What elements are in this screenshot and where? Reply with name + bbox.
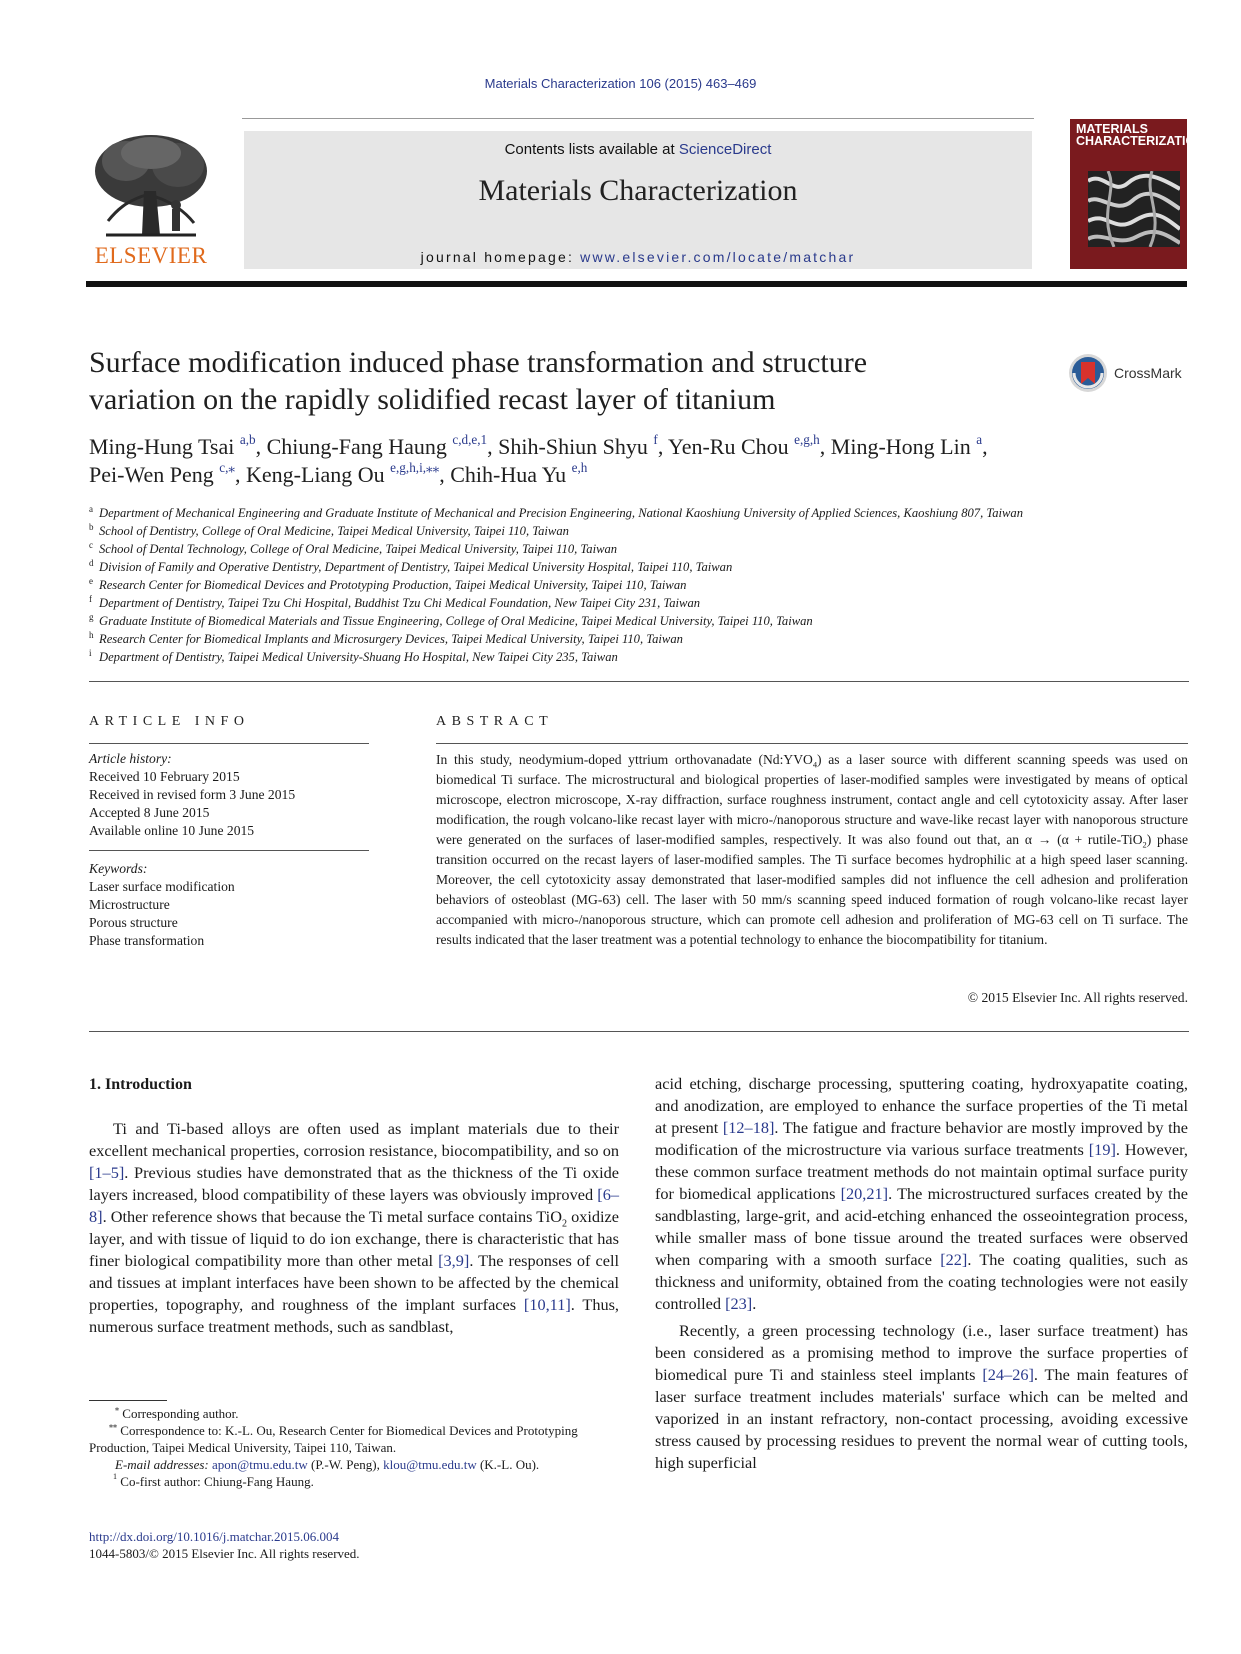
email-owner: (P.-W. Peng), — [307, 1457, 384, 1472]
keywords-rule — [89, 850, 369, 851]
author-name[interactable]: Ming-Hong Lin — [830, 434, 971, 459]
cover-micrograph-icon — [1088, 171, 1180, 247]
body-text: Recently, a green processing technology (i.e., laser surface treatment) has been considered as a promising method to improve the surface properties of biomedical pure Ti and stainless steel implants — [655, 1321, 1188, 1384]
affiliation-item: g Graduate Institute of Biomedical Materials and Tissue Engineering, College of Oral Medicine, Taipei Medical University, Taipei 110, Taiwan — [89, 611, 813, 628]
email-link[interactable]: apon@tmu.edu.tw — [212, 1457, 308, 1472]
elsevier-logo[interactable] — [86, 131, 216, 269]
affiliation-text: Research Center for Biomedical Devices and Prototyping Production, Taipei Medical University, Taipei 110, Taiwan — [99, 578, 687, 592]
footnote-text: Corresponding author. — [122, 1406, 239, 1421]
cover-title: MATERIALS CHARACTERIZATION — [1076, 122, 1205, 148]
keyword-item: Microstructure — [89, 897, 170, 912]
homepage-line — [244, 249, 1032, 265]
author-name[interactable]: Chiung-Fang Haung — [266, 434, 447, 459]
journal-banner — [244, 131, 1032, 269]
author-affil-sup[interactable]: a — [976, 431, 983, 447]
abstract-subscript: 4 — [812, 759, 818, 770]
citation-link[interactable]: [22] — [940, 1250, 968, 1269]
author-affil-sup[interactable]: e,g,h,i,⁎⁎ — [390, 459, 440, 475]
body-text: . However, these common surface treatment methods do not maintain optimal surface purity for biomedical applications — [655, 1140, 1188, 1203]
body-text: . The fatigue and fracture behavior are mostly improved by the modification of the microstructure via various surface treatments — [655, 1118, 1189, 1159]
subscript: 2 — [561, 1218, 567, 1230]
footnote-rule — [89, 1400, 167, 1401]
body-text: Ti and Ti-based alloys are often used as implant materials due to their excellent mechanical properties, corrosion resistance, biocompatibility, and so on — [89, 1119, 619, 1160]
body-text: oxidize layer, and with tissue of liquid to do ion exchange, there is characteristic that has finer biological compatibility more than other metal — [89, 1207, 619, 1270]
doi-link[interactable]: http://dx.doi.org/10.1016/j.matchar.2015.06.004 — [89, 1529, 339, 1544]
affiliation-item: d Division of Family and Operative Dentistry, Department of Dentistry, Taipei Medical University Hospital, Taipei 110, Taiwan — [89, 557, 733, 574]
section-divider — [89, 1031, 1189, 1032]
author-affil-sup[interactable]: c,d,e,1 — [452, 431, 488, 447]
body-text: . Other reference shows that because the Ti metal surface contains TiO — [102, 1207, 562, 1226]
journal-name: Materials Characterization — [478, 174, 798, 207]
citation-link[interactable]: [10,11] — [523, 1295, 571, 1314]
citation-link[interactable]: [20,21] — [840, 1184, 889, 1203]
affiliation-item: c School of Dental Technology, College of Oral Medicine, Taipei Medical University, Taipei 110, Taiwan — [89, 539, 618, 556]
section-divider — [89, 681, 1189, 682]
article-info — [89, 750, 369, 950]
author-name[interactable]: Chih-Hua Yu — [450, 462, 567, 487]
author-line-1: Ming-Hung Tsai $^{a,b}$, Chiung-Fang Haung $^{c,d,e,1}$, Shih-Shiun Shyu $^f$, Yen-Ru Chou $^{e,g,h}$, Ming-Hong Lin $^a$, — [89, 431, 988, 459]
citation-link[interactable]: [19] — [1088, 1140, 1116, 1159]
affiliation-text: School of Dental Technology, College of Oral Medicine, Taipei Medical University, Taipei 110, Taiwan — [99, 542, 618, 556]
article-info-heading: ARTICLE INFO — [89, 714, 250, 729]
author-name[interactable]: Pei-Wen Peng — [89, 462, 214, 487]
citation-link[interactable]: [12–18] — [722, 1118, 775, 1137]
email-link[interactable]: klou@tmu.edu.tw — [383, 1457, 477, 1472]
accepted-date: Accepted 8 June 2015 — [89, 805, 210, 820]
author-affil-sup[interactable]: e,g,h — [794, 431, 820, 447]
email-label: E-mail addresses: — [115, 1457, 213, 1472]
body-text: acid etching, discharge processing, sputtering coating, hydroxyapatite coating, and anodization, are employed to enhance the surface properties of the Ti metal at present — [655, 1074, 1188, 1137]
affiliation-text: Department of Dentistry, Taipei Tzu Chi Hospital, Buddhist Tzu Chi Medical Foundation, New Taipei City 231, Taiwan — [99, 596, 701, 610]
issn-line: 1044-5803/© 2015 Elsevier Inc. All rights reserved. — [89, 1546, 360, 1561]
affiliation-item: i Department of Dentistry, Taipei Medical University-Shuang Ho Hospital, New Taipei City 235, Taiwan — [89, 647, 618, 664]
crossmark-label: CrossMark — [1114, 365, 1182, 381]
body-text: . — [752, 1294, 757, 1313]
affiliation-list — [89, 504, 1189, 666]
revised-date: Received in revised form 3 June 2015 — [89, 787, 296, 802]
abstract-text-2: ) as a laser source with different scanning speeds was used on biomedical Ti surface. The microstructural and biological properties of laser-modified samples were investigated by means of optical microscope, electron microscope, X-ray diffraction, surface roughness instrument, contact angle and cell cytotoxicity assay. After laser modification, the rough volcano-like recast layer with micro-/nanoporous structure and wave-like recast layer with nanoporous structure were generated on the surfaces of laser-modified samples, respectively. It was also found out that, an α → (α + rutile-TiO — [436, 752, 1188, 847]
footnote-item — [89, 1405, 619, 1422]
body-text: . Thus, numerous surface treatment methods, such as sandblast, — [89, 1295, 620, 1336]
keyword-item: Porous structure — [89, 915, 178, 930]
paragraph — [655, 1073, 1188, 1315]
intro-heading: 1. Introduction — [89, 1076, 192, 1093]
header-thick-rule — [86, 281, 1187, 287]
footnote-item — [89, 1422, 619, 1456]
author-line-2: Pei-Wen Peng $^{c,⁎}$, Keng-Liang Ou $^{e,g,h,i,⁎⁎}$, Chih-Hua Yu $^{e,h}$ — [89, 459, 588, 487]
sciencedirect-link[interactable]: ScienceDirect — [678, 141, 772, 158]
affiliation-text: Department of Dentistry, Taipei Medical University-Shuang Ho Hospital, New Taipei City 235, Taiwan — [99, 650, 618, 664]
author-list — [89, 433, 1189, 489]
author-name[interactable]: Yen-Ru Chou — [668, 434, 789, 459]
abstract-heading: ABSTRACT — [436, 714, 554, 729]
author-name[interactable]: Shih-Shiun Shyu — [498, 434, 648, 459]
author-affil-sup[interactable]: e,h — [571, 459, 588, 475]
abstract-rule — [436, 743, 1188, 744]
elsevier-tree-icon — [86, 131, 216, 241]
title-line-2: variation on the rapidly solidified recast layer of titanium — [89, 383, 776, 416]
history-label: Article history: — [89, 751, 172, 766]
author-affil-sup[interactable]: c,⁎ — [219, 459, 235, 475]
citation-link[interactable]: [6–8] — [89, 1185, 619, 1226]
body-text: . Previous studies have demonstrated that as the thickness of the Ti oxide layers increased, blood compatibility of these layers was obviously improved — [89, 1163, 619, 1204]
contents-prefix: Contents lists available at — [504, 141, 679, 158]
paragraph — [655, 1320, 1188, 1474]
doi-block — [89, 1528, 360, 1562]
crossmark-badge[interactable] — [1068, 353, 1188, 393]
title-line-1: Surface modification induced phase transformation and structure — [89, 346, 868, 379]
abstract-text-3: ) phase transition occurred on the recast layers of laser-modified samples. The Ti surface becomes hydrophilic at a high speed laser scanning. Moreover, the cell cytotoxicity assay demonstrated that laser-modified samples did not influence the cell adhesion and proliferation behaviors of osteoblast (MG-63) cell. The laser with 50 mm/s scanning speed induced formation of rough volcano-like recast layer accompanied with micro-/nanoporous structure, which can promote cell adhesion and proliferation of MG-63 cell on Ti surface. The results indicated that the laser treatment was a potential technology to enhance the biocompatibility for titanium. — [436, 832, 1188, 947]
abstract-body — [436, 750, 1188, 950]
contents-line — [244, 141, 1032, 158]
crossmark-icon — [1068, 353, 1108, 393]
journal-cover-image[interactable] — [1070, 119, 1205, 269]
author-name[interactable]: Ming-Hung Tsai — [89, 434, 235, 459]
body-text: . The responses of cell and tissues at implant interfaces have been shown to be affected by the chemical properties, topography, and roughness of the implant surfaces — [89, 1251, 619, 1314]
body-text: . The microstructured surfaces created by the sandblasting, large-grit, and acid-etching enhanced the osseointegration process, while smaller mass of bone tissue around the treated surfaces were observed when comparing with a smooth surface — [655, 1184, 1188, 1269]
affiliation-item: e Research Center for Biomedical Devices and Prototyping Production, Taipei Medical University, Taipei 110, Taiwan — [89, 575, 687, 592]
footnote-mark: 1 — [113, 1472, 118, 1482]
author-affil-sup[interactable]: f — [653, 431, 658, 447]
author-name[interactable]: Keng-Liang Ou — [245, 462, 385, 487]
intro-right-column — [655, 1073, 1188, 1474]
citation-link[interactable]: [23] — [725, 1294, 753, 1313]
abstract-copyright: © 2015 Elsevier Inc. All rights reserved. — [967, 990, 1188, 1005]
affiliation-text: School of Dentistry, College of Oral Medicine, Taipei Medical University, Taipei 110, Taiwan — [99, 524, 569, 538]
footnote-text: Correspondence to: K.-L. Ou, Research Center for Biomedical Devices and Prototyping Production, Taipei Medical University, Taipei 110, Taiwan. — [89, 1423, 578, 1455]
abstract-text-1: In this study, neodymium-doped yttrium orthovanadate (Nd:YVO — [436, 752, 813, 767]
elsevier-wordmark: ELSEVIER — [94, 243, 208, 268]
keywords-label: Keywords: — [89, 861, 148, 876]
citation-link[interactable]: [24–26] — [982, 1365, 1034, 1384]
header-rule — [242, 118, 1034, 119]
keyword-item: Phase transformation — [89, 933, 205, 948]
author-affil-sup[interactable]: a,b — [239, 431, 256, 447]
footnote-mark: ⁎⁎ — [109, 1421, 118, 1431]
citation-link[interactable]: [3,9] — [438, 1251, 470, 1270]
homepage-link[interactable]: www.elsevier.com/locate/matchar — [580, 249, 856, 265]
body-text: . The coating qualities, such as thickness and uniformity, obtained from the coating technologies were not easily controlled — [655, 1250, 1188, 1313]
abstract-subscript: 2 — [1142, 839, 1147, 850]
affiliation-item: b School of Dentistry, College of Oral Medicine, Taipei Medical University, Taipei 110, Taiwan — [89, 521, 569, 538]
article-info-rule — [89, 743, 369, 744]
affiliation-item: a Department of Mechanical Engineering and Graduate Institute of Mechanical and Precision Engineering, National Kaoshiung University of Applied Sciences, Kaoshiung 807, Taiwan — [89, 503, 1024, 520]
footnote-item — [89, 1473, 619, 1490]
affiliation-text: Research Center for Biomedical Implants and Microsurgery Devices, Taipei Medical University, Taipei 110, Taiwan — [99, 632, 683, 646]
footnote-item — [89, 1456, 619, 1473]
affiliation-text: Division of Family and Operative Dentistry, Department of Dentistry, Taipei Medical University Hospital, Taipei 110, Taiwan — [99, 560, 733, 574]
email-owner: (K.-L. Ou). — [476, 1457, 540, 1472]
online-date: Available online 10 June 2015 — [89, 823, 255, 838]
journal-citation[interactable]: Materials Characterization 106 (2015) 463–469 — [484, 76, 757, 91]
citation-link[interactable]: [1–5] — [89, 1163, 125, 1182]
footnote-text: Co-first author: Chiung-Fang Haung. — [120, 1474, 314, 1489]
body-text: . The main features of laser surface treatment includes materials' surface which can be melted and vaporized in an instant refractory, non-contact processing, avoiding excessive stress caused by processing residues to prevent the normal wear of cutting tools, high superficial — [655, 1365, 1189, 1472]
homepage-prefix: journal homepage: — [420, 249, 581, 265]
affiliation-text: Department of Mechanical Engineering and Graduate Institute of Mechanical and Precision Engineering, National Kaoshiung University of Applied Sciences, Kaoshiung 807, Taiwan — [99, 506, 1024, 520]
received-date: Received 10 February 2015 — [89, 769, 240, 784]
affiliation-text: Graduate Institute of Biomedical Materials and Tissue Engineering, College of Oral Medicine, Taipei Medical University, Taipei 110, Taiwan — [99, 614, 813, 628]
paper-title — [89, 344, 989, 418]
keyword-item: Laser surface modification — [89, 879, 235, 894]
footnote-mark: ⁎ — [115, 1404, 120, 1414]
intro-left-column — [89, 1118, 619, 1338]
affiliation-item: f Department of Dentistry, Taipei Tzu Chi Hospital, Buddhist Tzu Chi Medical Foundation, New Taipei City 231, Taiwan — [89, 593, 701, 610]
footnotes — [89, 1405, 619, 1490]
affiliation-item: h Research Center for Biomedical Implants and Microsurgery Devices, Taipei Medical University, Taipei 110, Taiwan — [89, 629, 683, 646]
